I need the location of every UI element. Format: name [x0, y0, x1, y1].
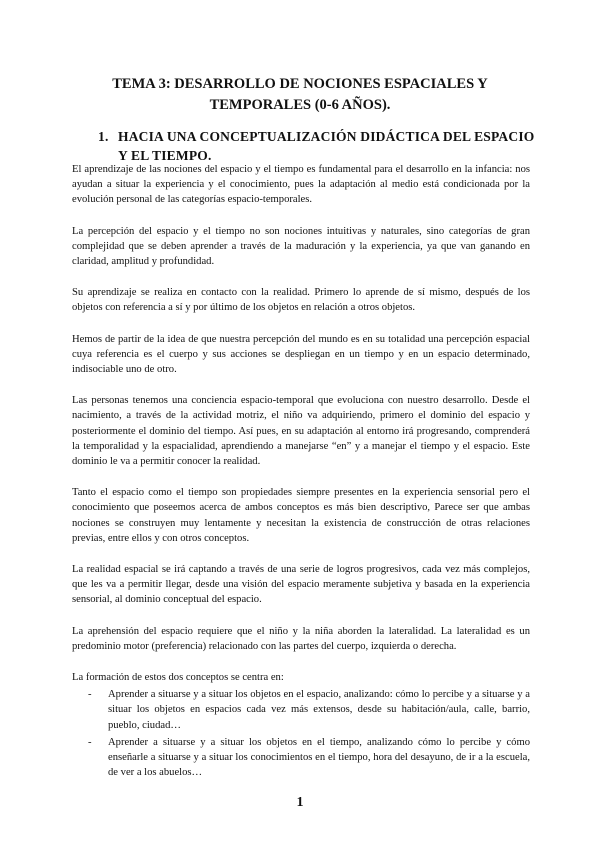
- list-intro: La formación de estos dos conceptos se centra en:: [72, 672, 284, 684]
- section-heading: [98, 127, 538, 165]
- list-marker: -: [88, 689, 92, 701]
- title-line-1: TEMA 3: DESARROLLO DE NOCIONES ESPACIALES Y: [112, 76, 488, 92]
- paragraph: La aprehensión del espacio requiere que el niño y la niña aborden la lateralidad. La lateralidad es un predominio motor (preferencia) relacionado con las partes del cuerpo, izquierda o derecha.: [72, 625, 530, 652]
- concept-list: [72, 687, 530, 780]
- paragraph: Las personas tenemos una conciencia espacio-temporal que evoluciona con nuestro desarrollo. Desde el nacimiento, a través de la actividad motriz, el niño va adquiriendo, primero el dominio del espacio y posteriormente el dominio del tiempo. Así pues, en su adaptación al entorno irá progresando, comprenderá la temporalidad y la espacialidad, aprendiendo a manejarse “en” y a manejar el tiempo y el espacio. Este dominio le va a permitir conocer la realidad.: [72, 395, 530, 468]
- section-heading-text: HACIA UNA CONCEPTUALIZACIÓN DIDÁCTICA DEL ESPACIO Y EL TIEMPO.: [118, 129, 535, 163]
- list-item: [72, 735, 530, 781]
- paragraph: La realidad espacial se irá captando a través de una serie de logros progresivos, cada vez más complejos, que les va a permitir llegar, desde una visión del espacio meramente subjetiva y basada en la experiencia sensorial, al dominio conceptual del espacio.: [72, 564, 530, 606]
- paragraph: La percepción del espacio y el tiempo no son nociones intuitivas y naturales, sino categorías de gran complejidad que se deben aprender a través de la maduración y la experiencia, ya que van ganando en claridad, amplitud y profundidad.: [72, 225, 530, 268]
- page-number: 1: [296, 795, 304, 810]
- list-item: [72, 687, 530, 733]
- list-item-text: Aprender a situarse y a situar los objetos en el espacio, analizando: cómo lo percibe y a situarse y a situar los objetos en espacios cada vez más extensos, desde su habitación/aula, calle, barrio, pueblo, ciudad…: [108, 689, 530, 731]
- list-item-text: Aprender a situarse y a situar los objetos en el tiempo, analizando cómo lo percibe y cómo enseñarle a situarse y a situar los conocimientos en el tiempo, hora del desayuno, de ir a la escuela, de ver a los abuelos…: [108, 736, 530, 779]
- paragraph: Tanto el espacio como el tiempo son propiedades siempre presentes en la experiencia sensorial pero el conocimiento que poseemos acerca de ambos conceptos es más bien descriptivo, Parece ser que ambas nociones se construyen muy lentamente y necesitan la existencia de construcción de otras relaciones previas, entre ellos y con otros conceptos.: [72, 487, 530, 544]
- paragraph: El aprendizaje de las nociones del espacio y el tiempo es fundamental para el desarrollo en la infancia: nos ayudan a situar la experiencia y el conocimiento, pues la adaptación al medio está condicionada por la evolución personal de las categorías espacio-temporales.: [72, 164, 530, 206]
- body-text: [72, 162, 530, 783]
- title-line-2: TEMPORALES (0-6 AÑOS).: [209, 97, 391, 113]
- document-title: [90, 74, 510, 116]
- list-marker: -: [88, 736, 92, 748]
- paragraph: Su aprendizaje se realiza en contacto con la realidad. Primero lo aprende de sí mismo, después de los objetos con referencia a sí y por último de los objetos en relación a otros objetos.: [72, 287, 530, 314]
- paragraph: Hemos de partir de la idea de que nuestra percepción del mundo es en su totalidad una percepción espacial cuya referencia es el cuerpo y sus acciones se despliegan en un tiempo y en un espacio determinado, indisociable uno de otro.: [72, 333, 530, 376]
- section-number: 1.: [98, 129, 109, 144]
